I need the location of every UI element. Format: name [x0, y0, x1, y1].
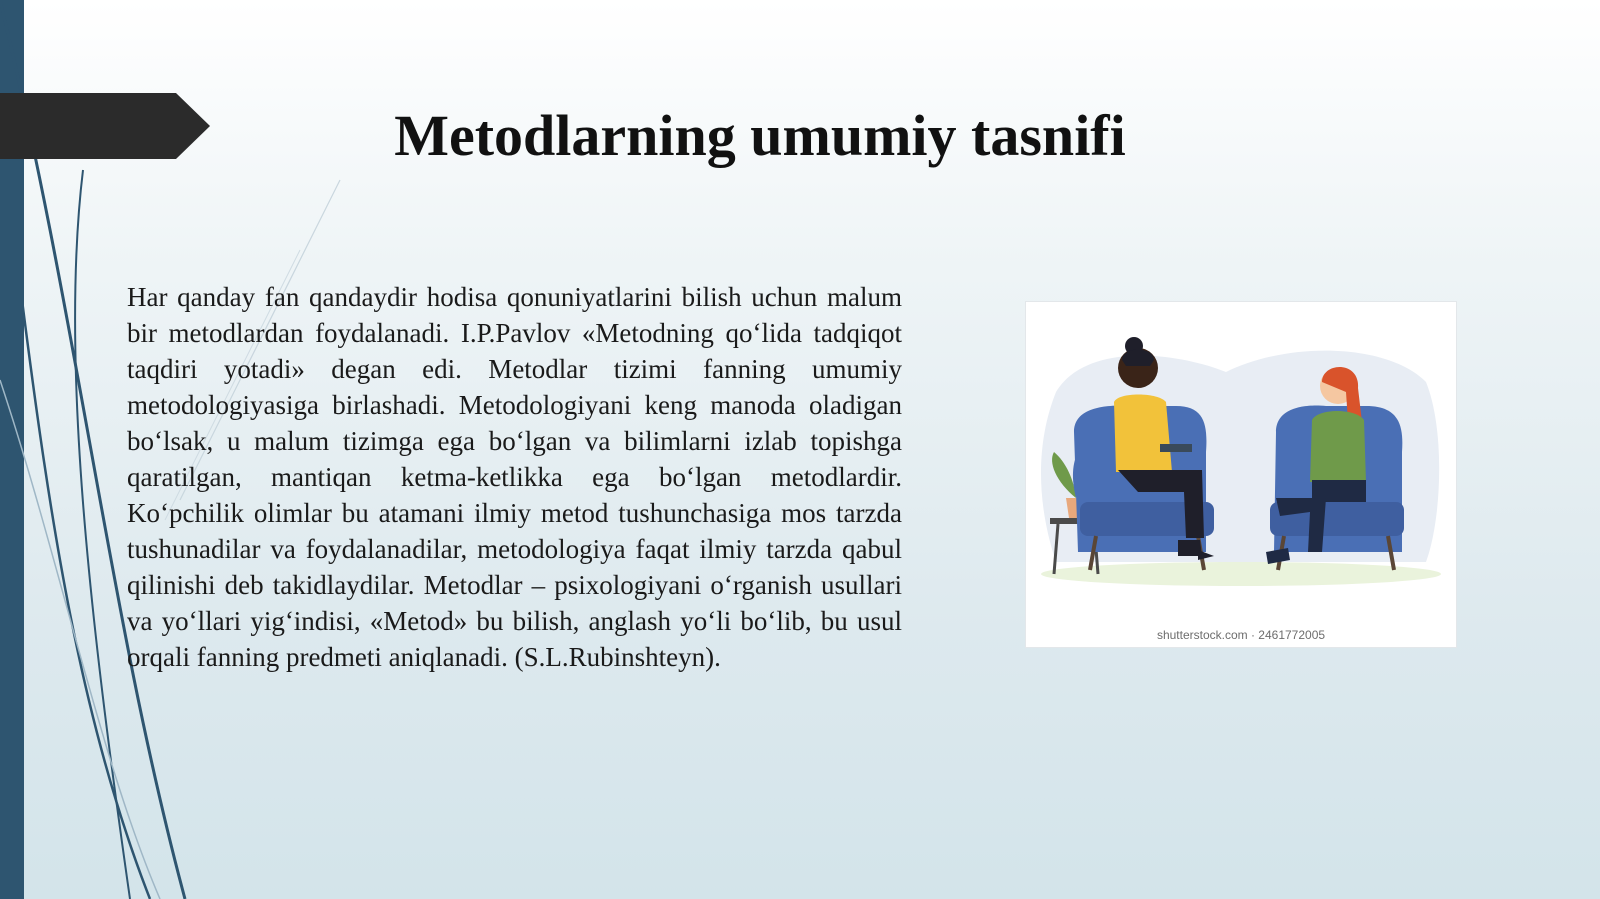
image-credit: shutterstock.com · 2461772005 [1156, 628, 1326, 642]
body-paragraph: Har qanday fan qandaydir hodisa qonuniyatlarini bilish uchun malum bir metodlardan foydalanadi. I.P.Pavlov «Metodning qo‘lida tadqiqot taqdiri yotadi» degan edi. Metodlar tizimi fanning umumiy metodologiyasiga birlashadi. Metodologiyani keng manoda oladigan bo‘lsak, u malum tizimga ega bo‘lgan va bilimlarni izlab topishga qaratilgan, mantiqan ketma-ketlikka ega bo‘lgan metodlardir. Ko‘pchilik olimlar bu atamani ilmiy metod tushunchasiga mos tarzda tushunadilar va foydalanadilar, metodologiya faqat ilmiy tarzda qabul qilinishi deb takidlaydilar. Metodlar – psixologiyani o‘rganish usullari va yo‘llari yig‘indisi, «Metod» bu bilish, anglash yo‘li bo‘lib, bu usul orqali fanning predmeti aniqlanadi. (S.L.Rubinshteyn). [127, 282, 902, 672]
slide-title: Metodlarning umumiy tasnifi [394, 103, 1126, 168]
counseling-session-illustration-icon [1025, 301, 1457, 648]
title-tag-arrow [0, 93, 210, 159]
